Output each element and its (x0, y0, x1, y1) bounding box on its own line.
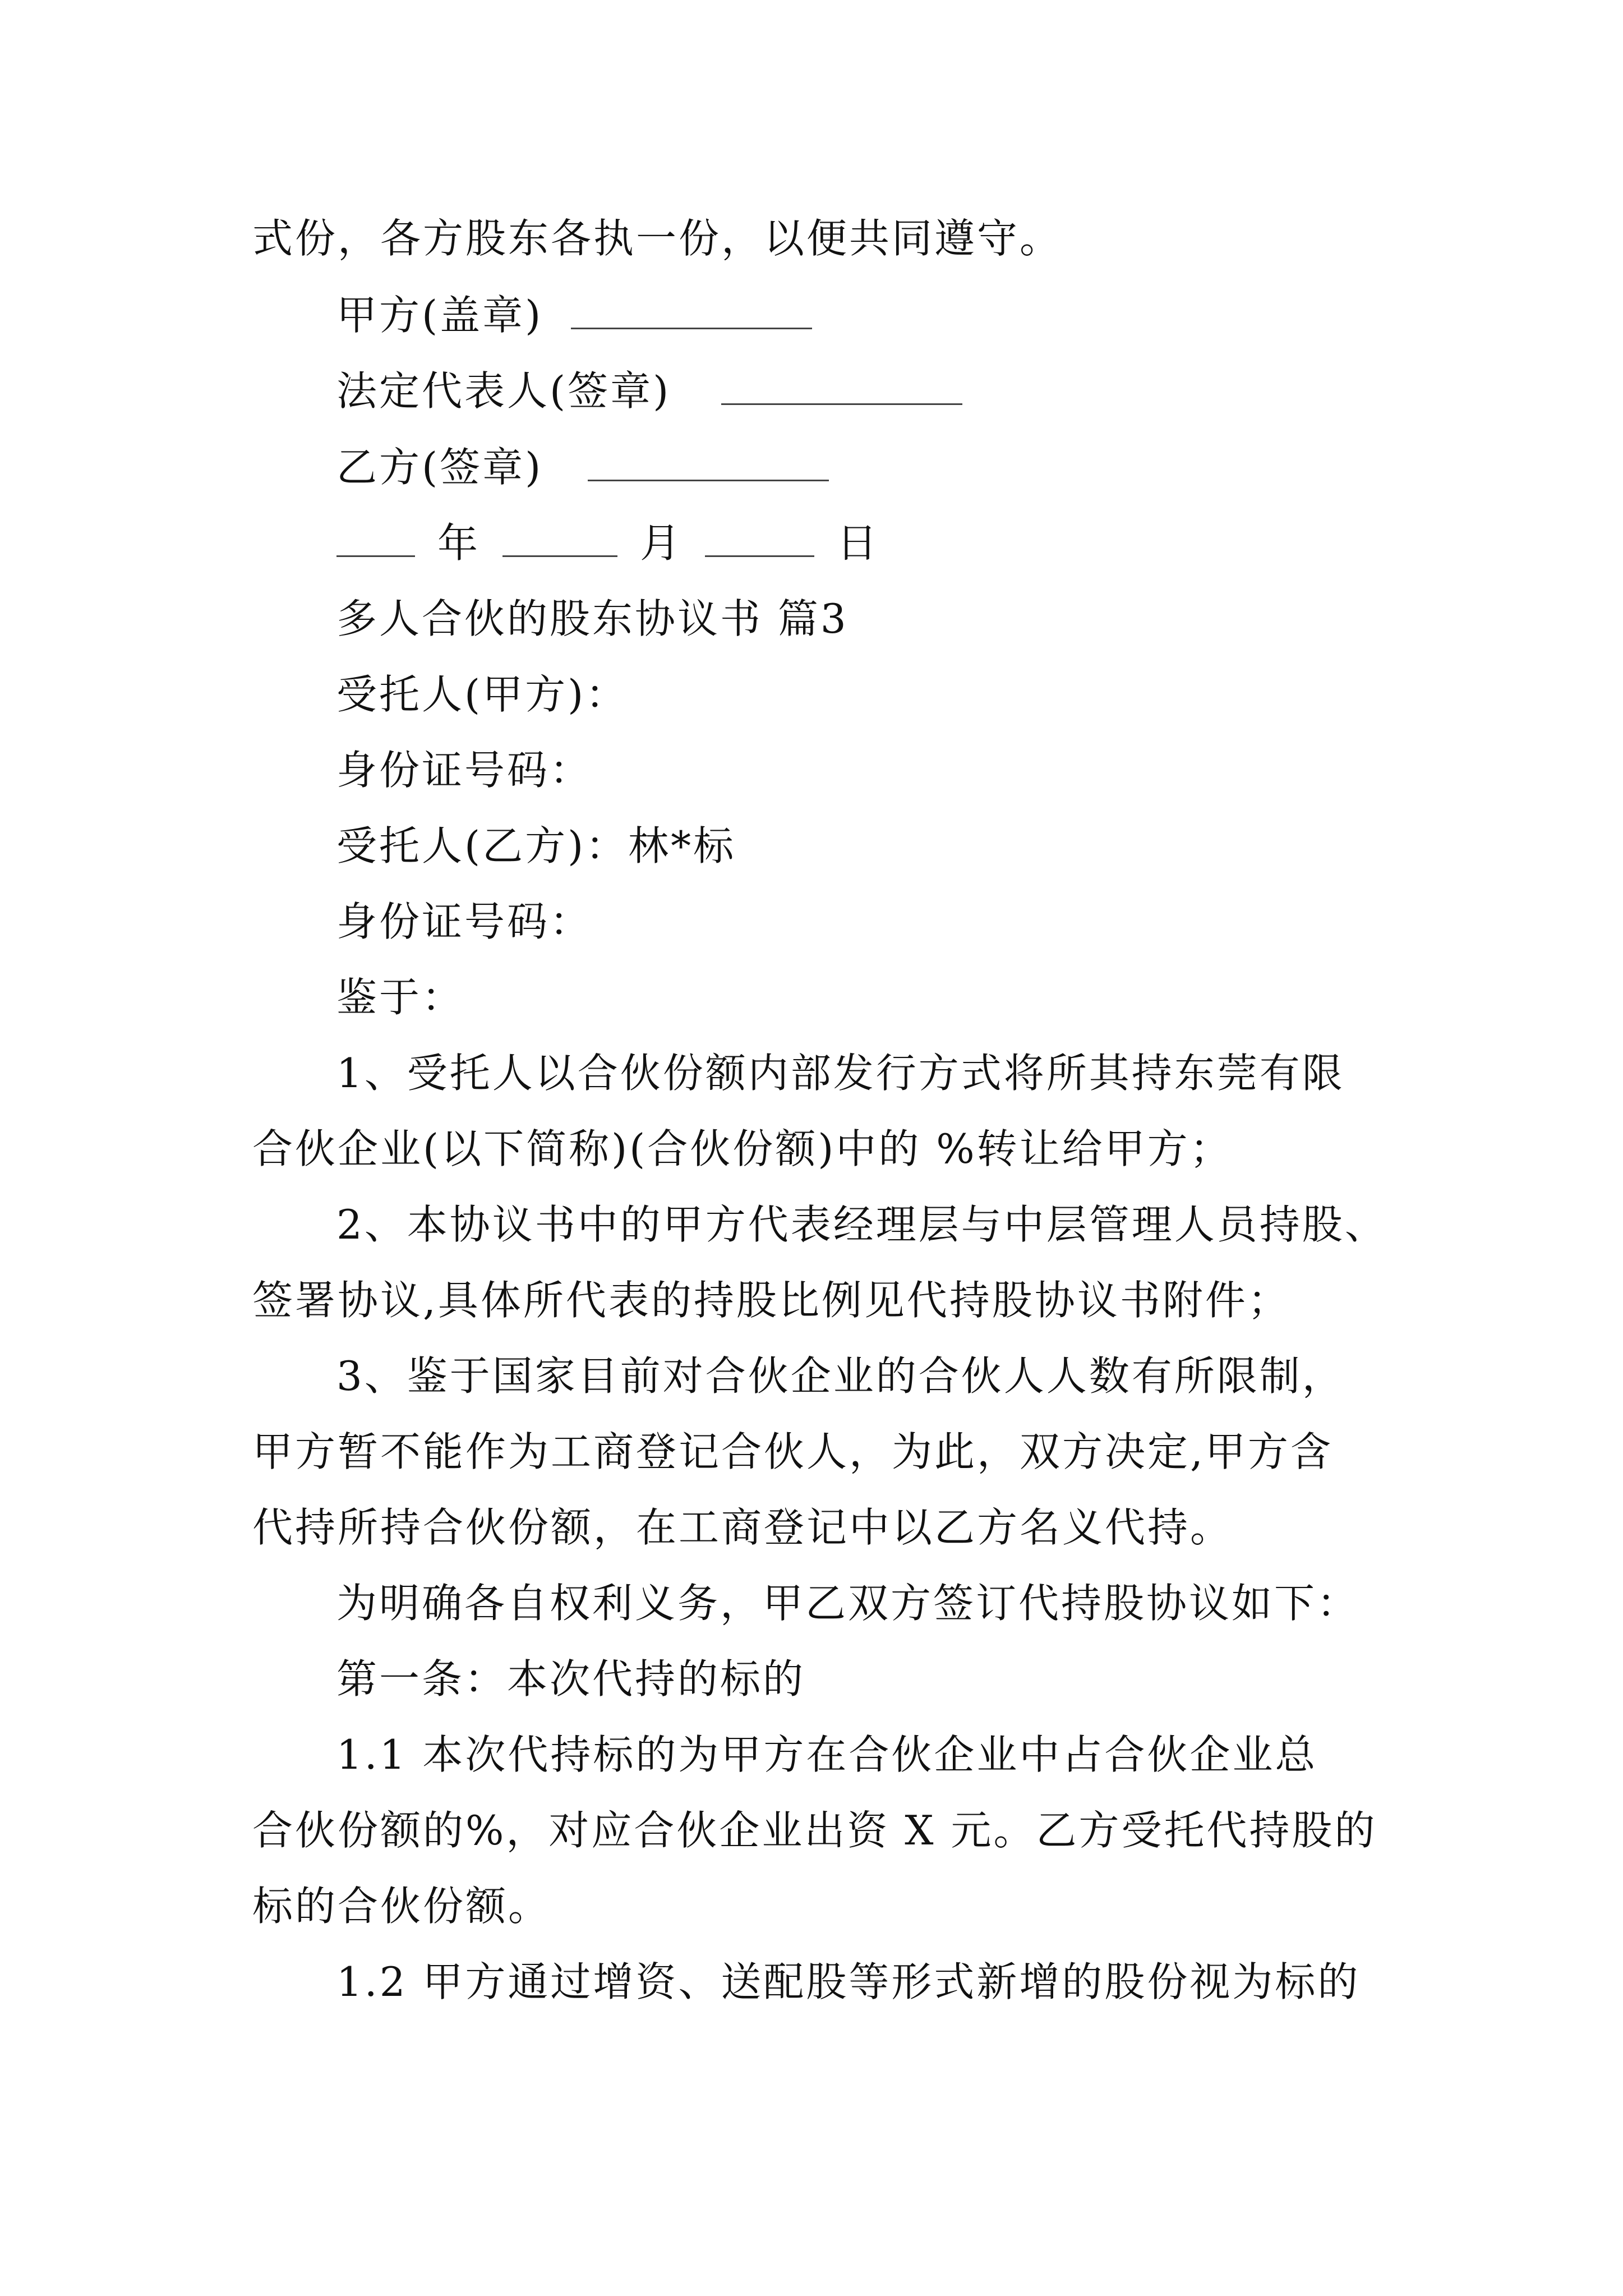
party-b-seal-blank (588, 446, 829, 481)
day-label: 日 (837, 519, 880, 567)
party-b-label: 受托人(乙方)：林*标 (336, 822, 736, 869)
day-blank (705, 522, 814, 557)
clause-2-line-1: 2、本协议书中的甲方代表经理层与中层管理人员持股、 (336, 1201, 1387, 1248)
party-b-seal-label: 乙方(签章) (336, 444, 543, 491)
clause-3-line-3: 代持所持合伙份额，在工商登记中以乙方名义代持。 (252, 1504, 1233, 1551)
id-number-b: 身份证号码： (336, 898, 593, 945)
clause-1-line-2: 合伙企业(以下简称)(合伙份额)中的 %转让给甲方； (252, 1125, 1233, 1172)
id-number-a: 身份证号码： (336, 747, 593, 794)
item-1-1-line-1: 1.1 本次代持标的为甲方在合伙企业中占合伙企业总 (336, 1731, 1318, 1778)
agreement-intro: 为明确各自权利义务，甲乙双方签订代持股协议如下： (336, 1580, 1360, 1627)
party-a-seal-row (336, 287, 812, 343)
clause-1-line-1: 1、受托人以合伙份额内部发行方式将所其持东莞有限 (336, 1050, 1345, 1097)
party-a-seal-blank (571, 294, 812, 329)
clause-3-line-1: 3、鉴于国家目前对合伙企业的合伙人人数有所限制， (336, 1352, 1345, 1400)
continuation-line: 式份，各方股东各执一份，以便共同遵守。 (252, 215, 1063, 262)
legal-rep-blank (721, 370, 962, 405)
legal-rep-label: 法定代表人(签章) (336, 367, 671, 415)
whereas-heading: 鉴于： (336, 974, 465, 1021)
party-b-seal-row (336, 439, 829, 495)
date-row (336, 515, 879, 571)
year-label: 年 (437, 519, 481, 567)
year-blank (336, 522, 415, 557)
clause-3-line-2: 甲方暂不能作为工商登记合伙人，为此，双方决定,甲方含 (252, 1428, 1333, 1475)
item-1-2-line-1: 1.2 甲方通过增资、送配股等形式新增的股份视为标的 (336, 1958, 1361, 2005)
legal-rep-row (336, 363, 962, 419)
article-1-title: 第一条：本次代持的标的 (336, 1655, 806, 1703)
section-title: 多人合伙的股东协议书 篇3 (336, 595, 849, 642)
item-1-1-line-3: 标的合伙份额。 (252, 1883, 551, 1930)
clause-2-line-2: 签署协议,具体所代表的持股比例见代持股协议书附件； (252, 1277, 1290, 1324)
party-a-label: 受托人(甲方)： (336, 671, 629, 718)
month-label: 月 (640, 519, 683, 567)
month-blank (502, 522, 617, 557)
item-1-1-line-2: 合伙份额的%，对应合伙企业出资 X 元。乙方受托代持股的 (252, 1807, 1377, 1854)
party-a-seal-label: 甲方(盖章) (336, 292, 543, 339)
